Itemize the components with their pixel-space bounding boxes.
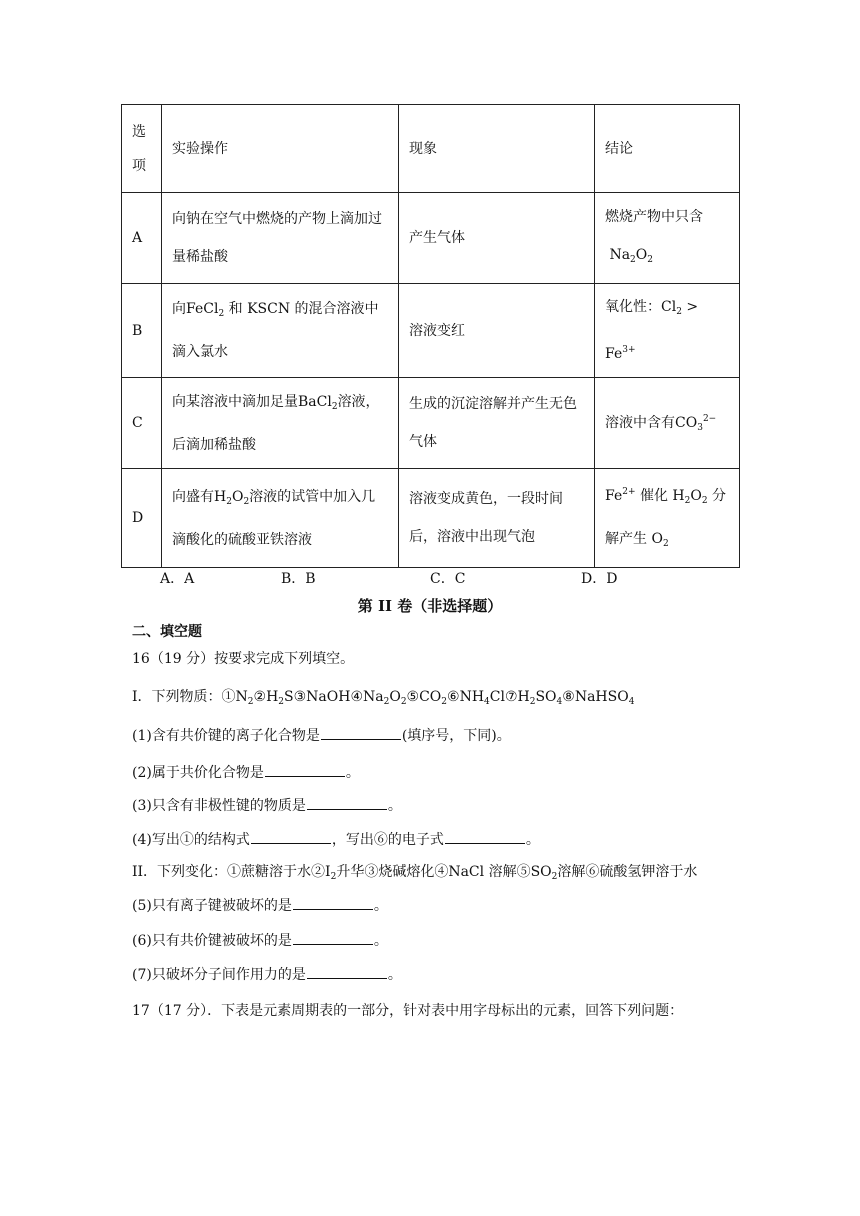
row-option: C xyxy=(122,378,162,469)
q16-item-2: (2)属于共价化合物是 。 xyxy=(132,762,360,782)
q16-part1-intro: I．下列物质：$①N_2②H_2S③NaOH④Na_2O_2⑤CO_2⑥NH_4Cl⑦H_2SO_4⑧NaHSO_4$ xyxy=(132,689,635,707)
answer-blank[interactable] xyxy=(293,895,373,910)
row-option: A xyxy=(122,193,162,284)
q16-item-4: (4)写出①的结构式 ，写出⑥的电子式 。 xyxy=(132,829,540,849)
table-row xyxy=(122,378,740,469)
row-operation: 向FeCl$_2$ 和 KSCN 的混合溶液中滴入氯水 xyxy=(162,284,399,378)
header-operation: 实验操作 xyxy=(162,105,399,193)
answer-blank[interactable] xyxy=(307,964,387,979)
answer-option-c[interactable]: C．C xyxy=(430,571,466,587)
row-operation: 向某溶液中滴加足量BaCl$_2$溶液，后滴加稀盐酸 xyxy=(162,378,399,469)
part-title: 二、填空题 xyxy=(132,624,202,640)
table-row xyxy=(122,284,740,378)
row-phenomenon: 产生气体 xyxy=(399,193,595,284)
row-conclusion: 氧化性：$Cl_2 > Fe^{3+}$ xyxy=(595,284,740,378)
header-conclusion: 结论 xyxy=(595,105,740,193)
answer-option-b[interactable]: B．B xyxy=(281,571,316,587)
row-conclusion: 溶液中含有$CO_3^{2-}$ xyxy=(595,378,740,469)
row-conclusion: 燃烧产物中只含 $Na_2O_2$ xyxy=(595,193,740,284)
row-phenomenon: 溶液变成黄色，一段时间后，溶液中出现气泡 xyxy=(399,469,595,568)
section-title: 第 II 卷（非选择题） xyxy=(357,597,503,615)
q16-item-1: (1)含有共价键的离子化合物是 (填序号，下同)。 xyxy=(132,725,511,745)
answer-options xyxy=(0,568,860,588)
row-option: B xyxy=(122,284,162,378)
formula-na2o2: $Na_2O_2$ xyxy=(605,246,653,265)
answer-blank[interactable] xyxy=(265,762,345,777)
q16-header: 16（19 分）按要求完成下列填空。 xyxy=(132,651,355,667)
q16-part2-intro: II．下列变化：①蔗糖溶于水$②I_2$升华③烧碱熔化④NaCl 溶解$⑤SO_2$溶解⑥硫酸氢钾溶于水 xyxy=(132,864,698,882)
answer-blank[interactable] xyxy=(307,795,387,810)
answer-blank[interactable] xyxy=(251,829,331,844)
answer-blank[interactable] xyxy=(445,829,525,844)
table-row xyxy=(122,469,740,568)
answer-blank[interactable] xyxy=(293,930,373,945)
row-phenomenon: 生成的沉淀溶解并产生无色气体 xyxy=(399,378,595,469)
experiment-table xyxy=(121,104,740,568)
q16-item-7: (7)只破坏分子间作用力的是 。 xyxy=(132,964,402,984)
table-header-row xyxy=(122,105,740,193)
row-option: D xyxy=(122,469,162,568)
answer-blank[interactable] xyxy=(321,725,401,740)
header-option: 选项 xyxy=(122,105,162,193)
q16-item-6: (6)只有共价键被破坏的是 。 xyxy=(132,930,388,950)
table-row xyxy=(122,193,740,284)
q17-header: 17（17 分）．下表是元素周期表的一部分，针对表中用字母标出的元素，回答下列问题： xyxy=(132,1003,684,1019)
header-phenomenon: 现象 xyxy=(399,105,595,193)
answer-option-d[interactable]: D．D xyxy=(581,571,618,587)
row-conclusion: $Fe^{2+}$ 催化 $H_2O_2$ 分解产生 $O_2$ xyxy=(595,469,740,568)
row-operation: 向盛有$H_2O_2$溶液的试管中加入几滴酸化的硫酸亚铁溶液 xyxy=(162,469,399,568)
q16-item-3: (3)只含有非极性键的物质是 。 xyxy=(132,795,402,815)
row-phenomenon: 溶液变红 xyxy=(399,284,595,378)
row-operation: 向钠在空气中燃烧的产物上滴加过量稀盐酸 xyxy=(162,193,399,284)
answer-option-a[interactable]: A．A xyxy=(160,571,195,587)
q16-item-5: (5)只有离子键被破坏的是 。 xyxy=(132,895,388,915)
